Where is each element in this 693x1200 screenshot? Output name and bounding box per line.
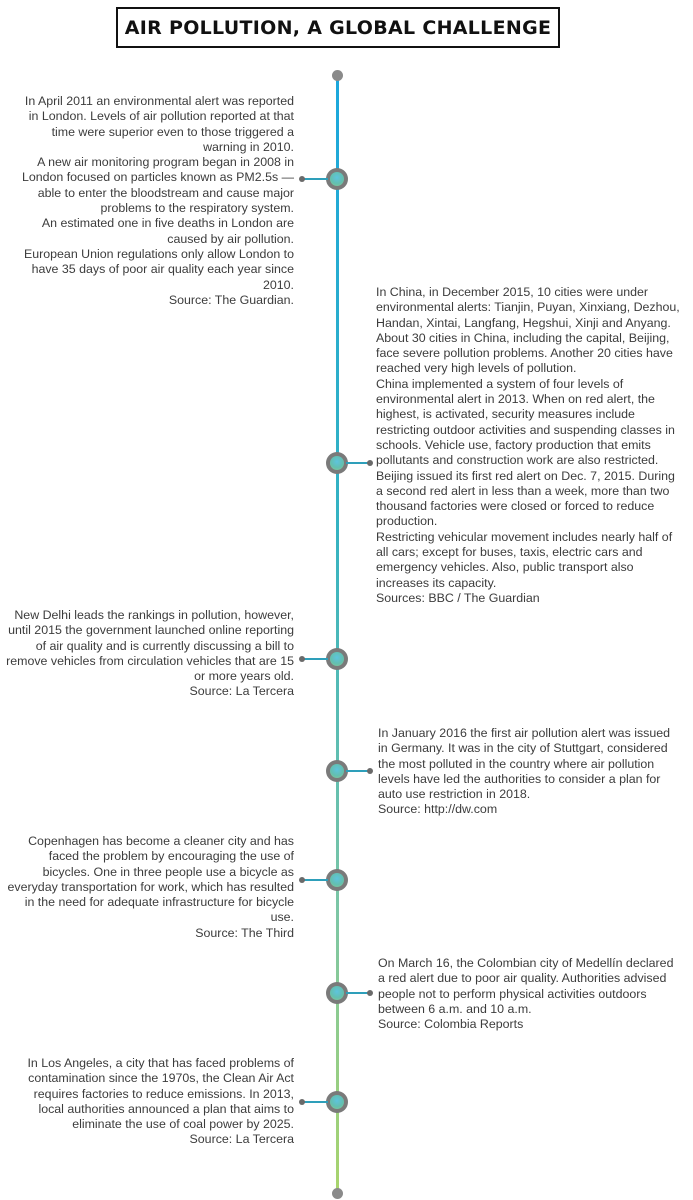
entry-source: Source: La Tercera — [189, 684, 294, 699]
connector-dot — [367, 990, 373, 996]
connector-dot — [299, 1099, 305, 1105]
connector-los-angeles — [302, 1101, 328, 1103]
timeline-node-los-angeles — [326, 1091, 348, 1113]
entry-source: Source: La Tercera — [189, 1132, 294, 1147]
entry-paragraph: An estimated one in five deaths in London are caused by air pollution. — [41, 216, 294, 246]
entry-paragraph: Restricting vehicular movement includes nearly half of all cars; except for buses, taxis, electric cars and emergency vehicles. Also, public transport also increases its capacity. — [376, 529, 673, 590]
entry-paragraph: In April 2011 an environmental alert was reported in London. Levels of air pollution reported at that time were superior even to those triggered a warning in 2010. — [24, 94, 294, 154]
entry-source: Source: The Guardian. — [168, 292, 294, 307]
timeline-end-dot — [332, 1188, 343, 1199]
entry-source: Source: http://dw.com — [378, 802, 498, 817]
connector-london — [302, 178, 328, 180]
timeline-node-copenhagen — [326, 869, 348, 891]
entry-china — [376, 285, 680, 606]
page-title: AIR POLLUTION, A GLOBAL CHALLENGE — [124, 16, 552, 39]
timeline-start-dot — [332, 70, 343, 81]
connector-dot — [367, 460, 373, 466]
timeline-line — [336, 76, 339, 1194]
entry-source: Source: The Third — [195, 925, 294, 940]
title-box — [116, 7, 560, 48]
entry-paragraph: New Delhi leads the rankings in pollution, however, until 2015 the government launched online reporting of air quality and is currently discussing a bill to remove vehicles from circulation vehicles that are 15 or more years old. — [6, 608, 294, 684]
connector-new-delhi — [302, 658, 328, 660]
connector-dot — [299, 656, 305, 662]
connector-dot — [367, 768, 373, 774]
entry-paragraph: In January 2016 the first air pollution alert was issued in Germany. It was in the city of Stuttgart, considered the most polluted in the country where air pollution levels have led the authorities to consider a plan for auto use restriction in 2018. — [378, 726, 671, 802]
connector-medellin — [346, 992, 370, 994]
entry-paragraph: China implemented a system of four levels of environmental alert in 2013. When on red alert, the highest, is activated, security measures include restricting outdoor activities and suspending classes in schools. Vehicle use, factory production that emits pollutants and construction work are also restricted. — [376, 376, 675, 468]
entry-paragraph: Beijing issued its first red alert on Dec. 7, 2015. During a second red alert in less than a week, more than two thousand factories were closed or forced to reduce production. — [376, 468, 675, 529]
entry-paragraph: In China, in December 2015, 10 cities were under environmental alerts: Tianjin, Puyan, Xinxiang, Dezhou, Handan, Xintai, Langfang, Hegshui, Xinji and Anyang. — [376, 285, 680, 330]
entry-new-delhi — [6, 608, 294, 700]
entry-paragraph: On March 16, the Colombian city of Medellín declared a red alert due to poor air quality. Authorities advised people not to perform physical activities outdoors between 6 a.m. and 10 a.m. — [378, 956, 674, 1016]
entry-copenhagen — [2, 834, 294, 941]
timeline-node-germany — [326, 760, 348, 782]
entry-paragraph: About 30 cities in China, including the capital, Beijing, face severe pollution problems. Another 20 cities have reached very high levels of pollution. — [376, 330, 673, 376]
entry-paragraph: Copenhagen has become a cleaner city and has faced the problem by encouraging the use of bicycles. One in three people use a bicycle as everyday transportation for work, which has resulted in the need for adequate infrastructure for bicycle use. — [7, 834, 294, 925]
entry-los-angeles — [20, 1056, 294, 1148]
timeline-node-china — [326, 452, 348, 474]
entry-paragraph: In Los Angeles, a city that has faced problems of contamination since the 1970s, the Clean Air Act requires factories to reduce emissions. In 2013, local authorities announced a plan that aims to eliminate the use of coal power by 2025. — [27, 1056, 294, 1132]
timeline-node-new-delhi — [326, 648, 348, 670]
timeline-node-london — [326, 168, 348, 190]
connector-copenhagen — [302, 879, 328, 881]
entry-germany — [378, 726, 680, 818]
entry-paragraph: European Union regulations only allow London to have 35 days of poor air quality each year since 2010. — [23, 246, 294, 292]
connector-dot — [299, 877, 305, 883]
entry-paragraph: A new air monitoring program began in 2008 in London focused on particles known as PM2.5s — able to enter the bloodstream and cause major problems to the respiratory system. — [21, 155, 294, 216]
entry-source: Source: Colombia Reports — [378, 1017, 524, 1032]
entry-london — [20, 94, 294, 308]
timeline-node-medellin — [326, 982, 348, 1004]
connector-china — [346, 462, 370, 464]
connector-dot — [299, 176, 305, 182]
connector-germany — [346, 770, 370, 772]
entry-medellin — [378, 956, 682, 1032]
entry-source: Sources: BBC / The Guardian — [376, 590, 540, 605]
